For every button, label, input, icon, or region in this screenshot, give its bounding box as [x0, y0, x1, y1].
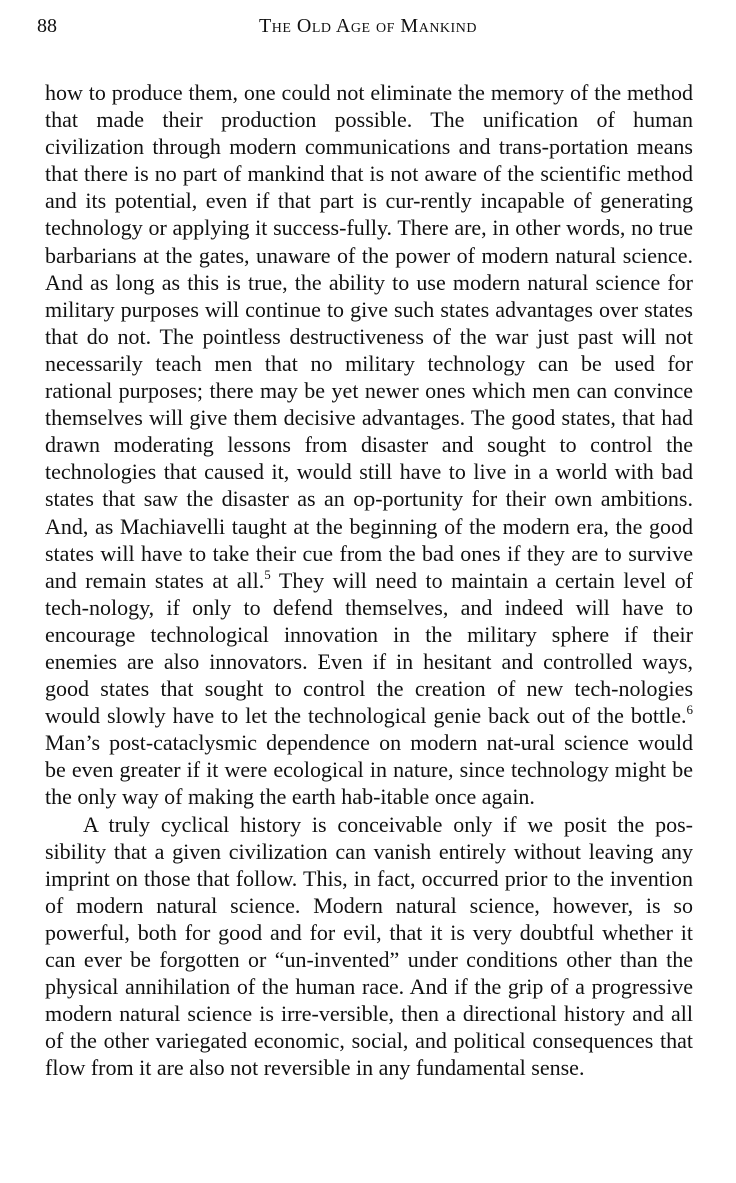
paragraph-1-text-c: Man’s post-cataclysmic dependence on modern nat-ural science would be even greater if it were ecological in nature, since technology might be the only way of making the earth hab-itable once again. — [45, 730, 693, 810]
footnote-marker: 6 — [686, 702, 693, 718]
paragraph-1-text-a: how to produce them, one could not eliminate the memory of the method that made their production possible. The unification of human civilization through modern communications and trans-portation means that there is no part of mankind that is not aware of the scientific method and its potential, even if that part is cur-rently incapable of generating technology or applying it success-fully. There are, in other words, no true barbarians at the gates, unaware of the power of modern natural science. And as long as this is true, the ability to use modern natural science for military purposes will continue to give such states advantages over states that do not. The pointless destructiveness of the war just past will not necessarily teach men that no military technology can be used for rational purposes; there may be yet newer ones which men can convince themselves will give them decisive advantages. The good states, that had drawn moderating lessons from disaster and sought to control the technologies that caused it, would still have to live in a world with bad states that saw the disaster as an op-portunity for their own ambitions. And, as Machiavelli taught at the beginning of the modern era, the good states will have to take their cue from the bad ones if they are to survive and remain states at all. — [45, 80, 693, 593]
page-header — [37, 14, 699, 44]
paragraph-2: A truly cyclical history is conceivable only if we posit the pos-sibility that a given civilization can vanish entirely without leaving any imprint on those that follow. This, in fact, occurred prior to the invention of modern natural science. Modern natural science, however, is so powerful, both for good and for evil, that it is very doubtful whether it can ever be forgotten or “un-invented” under conditions other than the physical annihilation of the human race. And if the grip of a progressive modern natural science is irre-versible, then a directional history and all of the other variegated economic, social, and political consequences that flow from it are also not reversible in any fundamental sense. — [45, 811, 693, 1081]
page-number: 88 — [37, 15, 57, 37]
paragraph-1 — [45, 79, 693, 811]
footnote-marker: 5 — [264, 566, 271, 582]
running-head: The Old Age of Mankind — [259, 15, 477, 37]
paragraph-1-text-b: They will need to maintain a certain level of tech-nology, if only to defend themselves, and indeed will have to encourage technological innovation in the military sphere if their enemies are also innovators. Even if in hesitant and controlled ways, good states that sought to control the creation of new tech-nologies would slowly have to let the technological genie back out of the bottle. — [45, 567, 693, 729]
body-text — [45, 79, 693, 1081]
